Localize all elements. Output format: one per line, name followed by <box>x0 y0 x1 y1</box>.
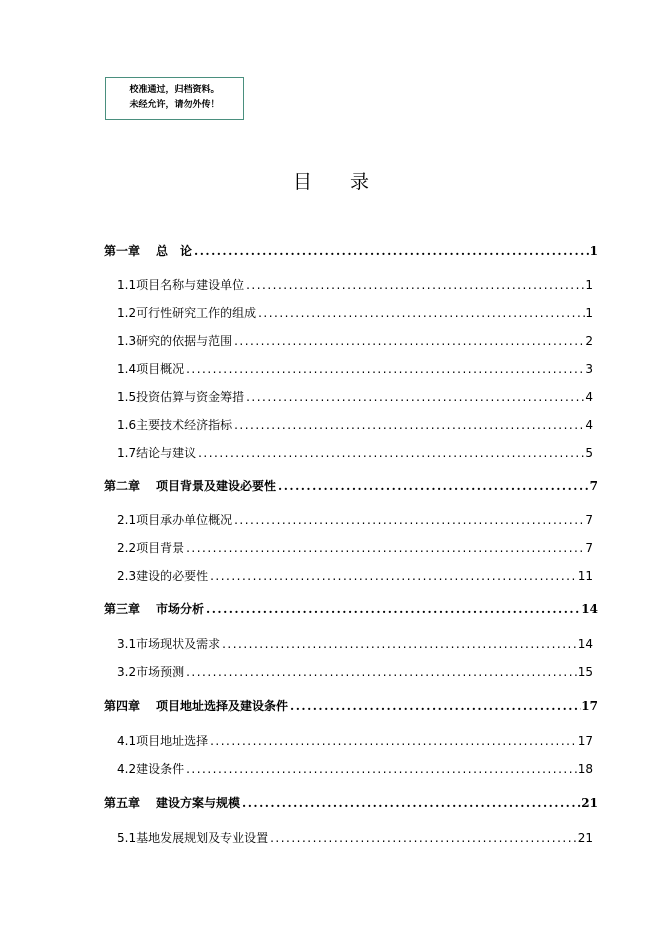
toc-page-number: 14 <box>577 637 593 651</box>
chapter-title: 项目地址选择及建设条件 <box>156 699 289 713</box>
toc-chapter-entry[interactable] <box>104 477 598 495</box>
toc-page-number: 21 <box>577 831 593 845</box>
dot-leader <box>204 602 581 616</box>
toc-page-number: 21 <box>581 796 598 810</box>
toc-chapter-entry[interactable] <box>104 794 598 812</box>
toc-page-number: 11 <box>577 569 593 583</box>
toc-entry-label <box>104 794 240 811</box>
toc-section-entry[interactable] <box>117 829 593 847</box>
toc-page-number: 4 <box>585 390 593 404</box>
toc-entry-label: 1.1项目名称与建设单位 <box>117 278 245 292</box>
title-char-1: 目 <box>292 171 312 193</box>
dot-leader <box>196 446 585 460</box>
toc-page-number: 7 <box>585 513 593 527</box>
chapter-number: 第一章 <box>104 244 141 258</box>
toc-section-entry[interactable] <box>117 304 593 322</box>
toc-entry-label <box>104 697 288 714</box>
toc-entry-label <box>104 242 192 259</box>
chapter-title: 项目背景及建设必要性 <box>156 479 277 493</box>
toc-chapter-entry[interactable] <box>104 242 598 260</box>
toc-entry-label: 5.1基地发展规划及专业设置 <box>117 831 269 845</box>
dot-leader <box>256 306 585 320</box>
toc-entry-label: 1.5投资估算与资金筹措 <box>117 390 245 404</box>
toc-page-number: 1 <box>585 306 593 320</box>
toc-section-entry[interactable] <box>117 276 593 294</box>
toc-entry-label: 1.6主要技术经济指标 <box>117 418 233 432</box>
dot-leader <box>276 479 590 493</box>
dot-leader <box>184 665 578 679</box>
toc-entry-label <box>104 600 204 617</box>
toc-page-number: 17 <box>577 734 593 748</box>
dot-leader <box>220 637 578 651</box>
toc-chapter-entry[interactable] <box>104 600 598 618</box>
chapter-title: 建设方案与规模 <box>156 796 241 810</box>
toc-section-entry[interactable] <box>117 332 593 350</box>
toc-page-number: 17 <box>581 699 598 713</box>
toc-page-number: 2 <box>585 334 593 348</box>
toc-page-number: 5 <box>585 446 593 460</box>
chapter-number: 第五章 <box>104 796 141 810</box>
toc-page-number: 7 <box>585 541 593 555</box>
toc-section-entry[interactable] <box>117 388 593 406</box>
dot-leader <box>184 362 585 376</box>
page-title <box>0 167 662 194</box>
toc-entry-label: 2.1项目承办单位概况 <box>117 513 233 527</box>
toc-section-entry[interactable] <box>117 567 593 585</box>
dot-leader <box>240 796 581 810</box>
notice-line-1: 校准通过，归档资料。 <box>129 85 220 95</box>
dot-leader <box>288 699 581 713</box>
toc-entry-label: 4.1项目地址选择 <box>117 734 209 748</box>
notice-line-2: 未经允许，请勿外传！ <box>129 100 220 110</box>
title-char-2: 录 <box>350 171 370 193</box>
toc-entry-label: 4.2建设条件 <box>117 762 185 776</box>
toc-page-number: 3 <box>585 362 593 376</box>
toc-entry-label <box>104 477 276 494</box>
toc-page-number: 1 <box>589 244 598 258</box>
toc-entry-label: 1.4项目概况 <box>117 362 185 376</box>
dot-leader <box>244 390 585 404</box>
toc-entry-label: 3.1市场现状及需求 <box>117 637 221 651</box>
toc-page-number: 7 <box>589 479 598 493</box>
toc-section-entry[interactable] <box>117 760 593 778</box>
toc-page-number: 4 <box>585 418 593 432</box>
dot-leader <box>232 334 585 348</box>
chapter-title: 市场分析 <box>156 602 205 616</box>
dot-leader <box>184 762 578 776</box>
toc-page-number: 14 <box>581 602 598 616</box>
dot-leader <box>208 734 578 748</box>
toc-section-entry[interactable] <box>117 663 593 681</box>
toc-entry-label: 2.2项目背景 <box>117 541 185 555</box>
notice-stamp <box>105 77 244 120</box>
toc-section-entry[interactable] <box>117 360 593 378</box>
dot-leader <box>268 831 578 845</box>
toc-page-number: 18 <box>577 762 593 776</box>
toc-chapter-entry[interactable] <box>104 697 598 715</box>
chapter-number: 第三章 <box>104 602 141 616</box>
dot-leader <box>244 278 585 292</box>
dot-leader <box>232 513 585 527</box>
chapter-number: 第二章 <box>104 479 141 493</box>
toc-page-number: 1 <box>585 278 593 292</box>
toc-entry-label: 1.3研究的依据与范围 <box>117 334 233 348</box>
toc-entry-label: 2.3建设的必要性 <box>117 569 209 583</box>
dot-leader <box>192 244 590 258</box>
toc-entry-label: 3.2市场预测 <box>117 665 185 679</box>
toc-section-entry[interactable] <box>117 732 593 750</box>
dot-leader <box>184 541 585 555</box>
toc-section-entry[interactable] <box>117 511 593 529</box>
toc-entry-label: 1.2可行性研究工作的组成 <box>117 306 257 320</box>
dot-leader <box>208 569 578 583</box>
dot-leader <box>232 418 585 432</box>
chapter-number: 第四章 <box>104 699 141 713</box>
toc-section-entry[interactable] <box>117 539 593 557</box>
toc-entry-label: 1.7结论与建议 <box>117 446 197 460</box>
chapter-title: 总 论 <box>156 244 193 258</box>
toc-section-entry[interactable] <box>117 444 593 462</box>
toc-section-entry[interactable] <box>117 416 593 434</box>
toc-section-entry[interactable] <box>117 635 593 653</box>
toc-page-number: 15 <box>577 665 593 679</box>
